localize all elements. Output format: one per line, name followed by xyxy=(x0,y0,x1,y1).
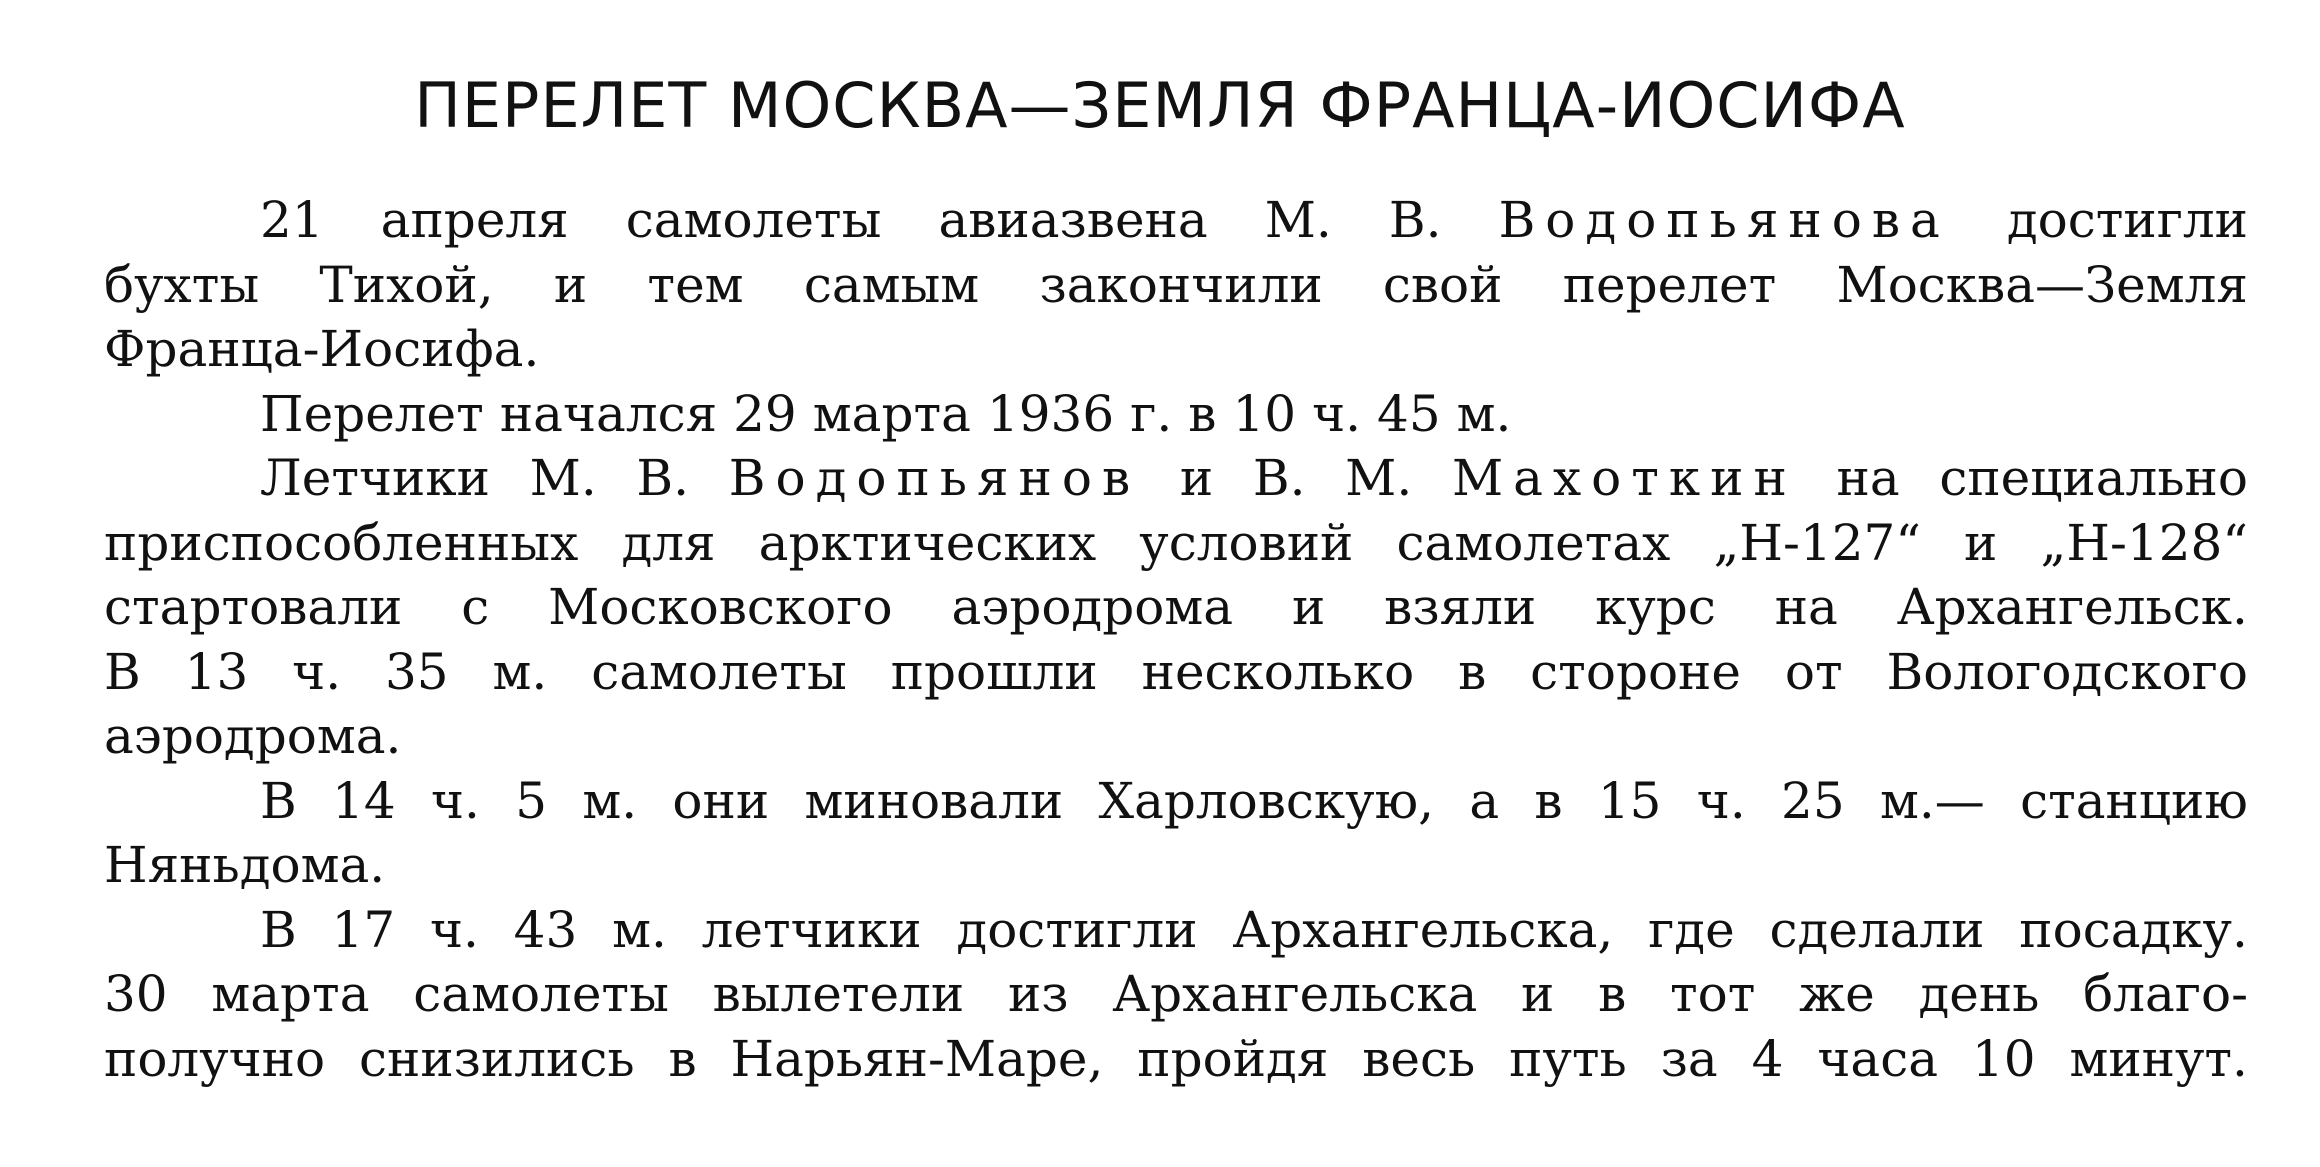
word: самолеты xyxy=(591,642,847,701)
word: М. xyxy=(1264,191,1332,249)
word: 21 xyxy=(260,191,324,249)
word: стартовали xyxy=(104,578,403,636)
text-line xyxy=(104,769,2248,834)
word: м. xyxy=(612,900,667,959)
text-line xyxy=(104,317,2248,382)
word: из xyxy=(1007,965,1069,1023)
word: М. xyxy=(1345,449,1413,507)
word: „Н-128“ xyxy=(2040,513,2248,572)
word: ч. xyxy=(1312,384,1362,443)
word: в xyxy=(1598,965,1627,1023)
word: Летчики xyxy=(260,449,490,507)
word: г. xyxy=(1130,384,1173,443)
word: от xyxy=(1784,642,1843,701)
word: достигли xyxy=(956,900,1198,959)
word: в xyxy=(1458,642,1487,701)
word: 29 xyxy=(733,384,797,443)
word: же xyxy=(1799,965,1875,1023)
word: Няньдома. xyxy=(104,836,386,894)
word: самолеты xyxy=(413,965,669,1023)
word: 1936 xyxy=(986,384,1115,443)
word: Архангельска, xyxy=(1232,900,1614,959)
word: В. xyxy=(1252,449,1306,507)
word: посадку. xyxy=(2019,900,2248,959)
word: начался xyxy=(499,384,718,443)
word: м. xyxy=(582,771,638,830)
word: 10 xyxy=(1232,384,1297,443)
text-line xyxy=(104,446,2248,511)
word: путь xyxy=(1509,1029,1627,1088)
word: благо- xyxy=(2083,965,2248,1023)
word: 25 xyxy=(1781,771,1845,830)
word: перелет xyxy=(1562,255,1777,314)
word: и xyxy=(553,255,588,314)
word: Перелет xyxy=(260,384,484,443)
word: летчики xyxy=(701,900,922,959)
word: В xyxy=(260,900,297,959)
word: весь xyxy=(1362,1029,1476,1088)
word: м. xyxy=(492,642,548,701)
word: Водопьянова xyxy=(1498,191,1950,249)
word: 15 xyxy=(1597,771,1662,830)
word: за xyxy=(1660,1029,1718,1088)
word: и xyxy=(1291,578,1326,636)
word: „Н-127“ xyxy=(1713,513,1921,572)
word: курс xyxy=(1595,578,1716,636)
word: день xyxy=(1918,965,2040,1023)
paragraph xyxy=(104,898,2248,1092)
word: самолеты xyxy=(625,191,882,249)
word: тем xyxy=(647,255,744,314)
word: В. xyxy=(1388,191,1442,249)
text-line xyxy=(104,511,2248,576)
paragraph xyxy=(104,769,2248,898)
word: для xyxy=(621,513,716,572)
word: аэродрома. xyxy=(104,707,402,765)
word: пройдя xyxy=(1137,1029,1329,1088)
text-line xyxy=(104,575,2248,640)
paragraph xyxy=(104,382,2248,447)
text-line xyxy=(104,382,2248,447)
word: они xyxy=(672,771,770,830)
text-line xyxy=(104,640,2248,705)
word: самолетах xyxy=(1396,513,1671,572)
word: Тихой, xyxy=(319,255,494,314)
word: в xyxy=(668,1029,697,1088)
word: где xyxy=(1648,900,1735,959)
article-body xyxy=(104,188,2248,1091)
word: и xyxy=(1521,965,1555,1023)
word: ч. xyxy=(292,642,342,701)
text-line xyxy=(104,704,2248,769)
word: 5 xyxy=(515,771,548,830)
word: взяли xyxy=(1384,578,1537,636)
word: а xyxy=(1469,771,1500,830)
word: достигли xyxy=(2006,191,2248,249)
word: ч. xyxy=(1696,771,1746,830)
word: в xyxy=(1188,384,1217,443)
word: получно xyxy=(104,1029,326,1088)
word: 45 xyxy=(1377,384,1441,443)
word: минут. xyxy=(2069,1029,2248,1088)
word: прошли xyxy=(890,642,1098,701)
word: В. xyxy=(636,449,690,507)
word: свой xyxy=(1382,255,1503,314)
word: Архангельска xyxy=(1112,965,1478,1023)
word: 43 xyxy=(513,900,578,959)
word: условий xyxy=(1139,513,1354,572)
word: тот xyxy=(1669,965,1756,1023)
word: снизились xyxy=(358,1029,635,1088)
word: несколько xyxy=(1141,642,1415,701)
text-line xyxy=(104,898,2248,963)
word: специально xyxy=(1939,449,2248,507)
word: аэродрома xyxy=(951,578,1234,636)
word: миновали xyxy=(804,771,1064,830)
paragraph xyxy=(104,188,2248,382)
word: с xyxy=(461,578,490,636)
word: М. xyxy=(529,449,597,507)
word: Харловскую, xyxy=(1098,771,1435,830)
word: сделали xyxy=(1769,900,1985,959)
word: Москва—Земля xyxy=(1836,255,2248,314)
word: на xyxy=(1774,578,1838,636)
word: станцию xyxy=(2020,771,2248,830)
word: и xyxy=(1964,513,1998,572)
word: закончили xyxy=(1039,255,1323,314)
word: Франца-Иосифа. xyxy=(104,320,540,378)
text-line xyxy=(104,833,2248,898)
word: апреля xyxy=(380,191,569,249)
paragraph xyxy=(104,446,2248,769)
word: 17 xyxy=(331,900,396,959)
article-title: ПЕРЕЛЕТ МОСКВА—ЗЕМЛЯ ФРАНЦА-ИОСИФА xyxy=(414,69,1906,142)
word: часа xyxy=(1817,1029,1939,1088)
word: арктических xyxy=(758,513,1097,572)
word: в xyxy=(1534,771,1563,830)
word: бухты xyxy=(104,255,260,314)
word: Московского xyxy=(548,578,893,636)
word: 30 xyxy=(104,965,168,1023)
text-line xyxy=(104,253,2248,318)
word: 14 xyxy=(332,771,396,830)
word: В xyxy=(260,771,297,830)
word: Нарьян-Маре, xyxy=(730,1029,1104,1088)
word: Архангельск. xyxy=(1896,578,2248,636)
word: вылетели xyxy=(712,965,965,1023)
word: марта xyxy=(211,965,370,1023)
word: и xyxy=(1179,449,1214,507)
word: ч. xyxy=(430,771,480,830)
word: м.— xyxy=(1879,771,1985,830)
word: самым xyxy=(803,255,980,314)
word: 35 xyxy=(385,642,449,701)
word: м. xyxy=(1456,384,1512,443)
word: Махоткин xyxy=(1451,449,1797,507)
text-line xyxy=(104,188,2248,253)
word: марта xyxy=(812,384,971,443)
word: на xyxy=(1836,449,1900,507)
word: 4 xyxy=(1751,1029,1784,1088)
word: 10 xyxy=(1971,1029,2036,1088)
word: ч. xyxy=(429,900,479,959)
word: Водопьянов xyxy=(728,449,1141,507)
text-line xyxy=(104,1027,2248,1092)
word: авиазвена xyxy=(938,191,1208,249)
word: Вологодского xyxy=(1886,642,2248,701)
word: 13 xyxy=(184,642,249,701)
word: стороне xyxy=(1530,642,1741,701)
text-line xyxy=(104,962,2248,1027)
word: приспособленных xyxy=(104,513,579,572)
word: В xyxy=(104,642,141,701)
